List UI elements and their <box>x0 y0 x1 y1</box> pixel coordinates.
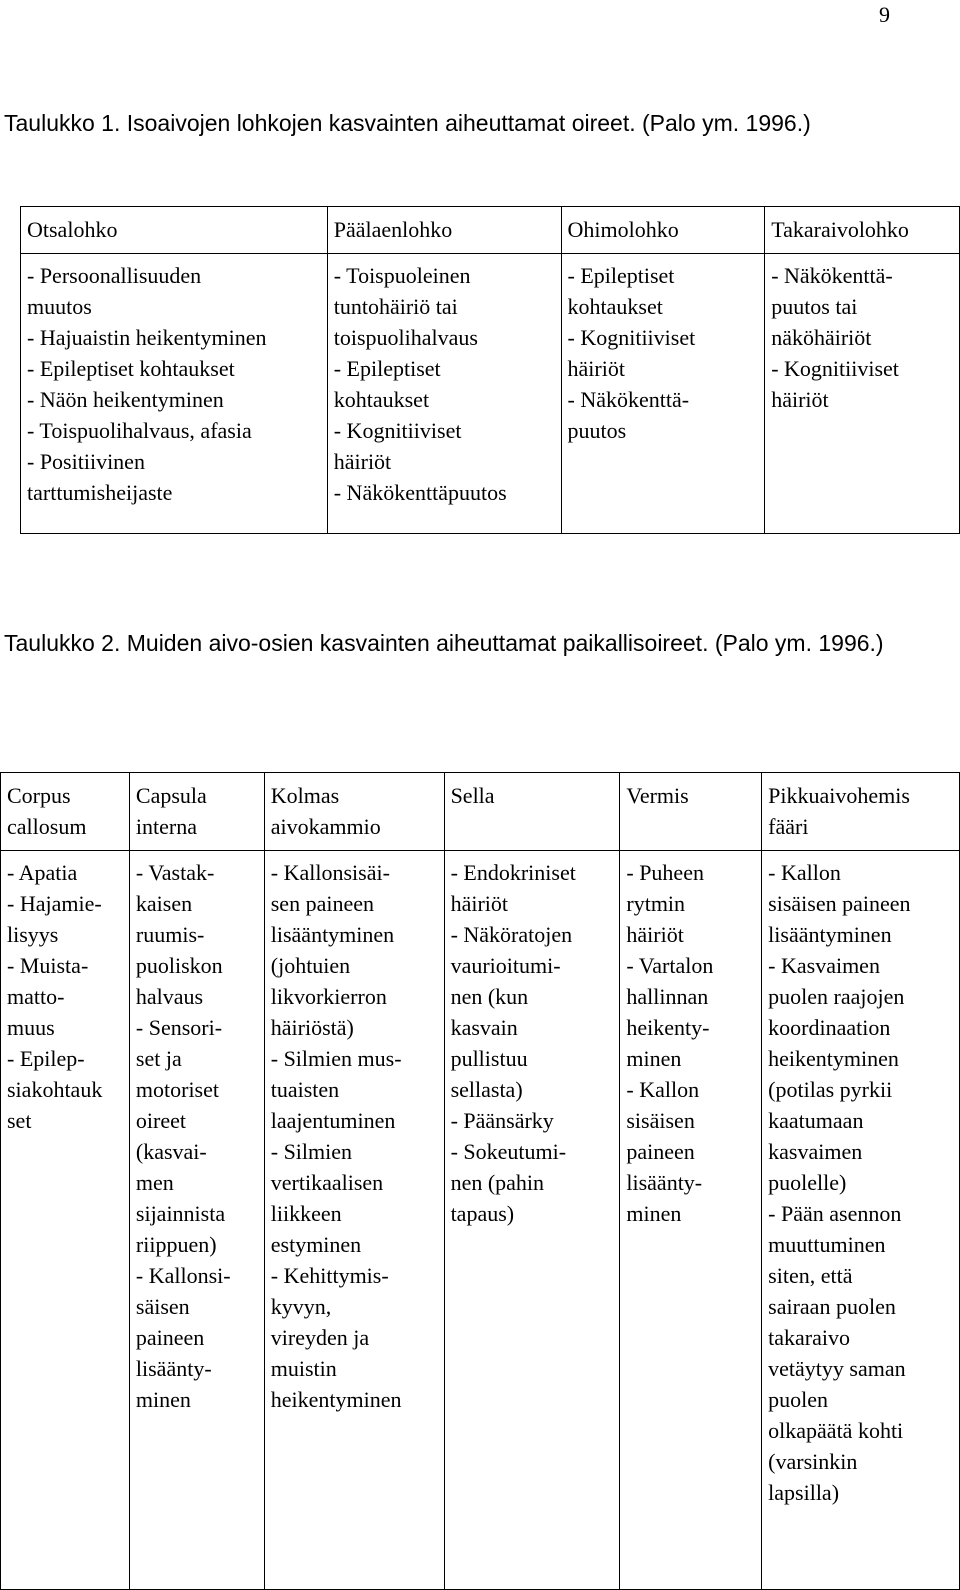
cell-text-line: Pikkuaivohemis <box>768 783 910 808</box>
cell-text-line: set <box>7 1108 32 1133</box>
cell-text-line: tarttumisheijaste <box>27 480 173 505</box>
cell-text-line: - Kasvaimen <box>768 953 880 978</box>
cell-text-line: men <box>135 1170 174 1195</box>
cell-text-line: matto- <box>7 984 65 1009</box>
cell-text-line: kohtaukset <box>567 294 663 319</box>
cell-text-line: - Puheen <box>626 860 704 885</box>
cell-text-line: fääri <box>768 814 809 839</box>
table1-header-frontal-lobe: Otsalohko <box>21 207 328 254</box>
cell-text-line: nen (kun <box>450 984 529 1009</box>
table2-cell-capsula-interna <box>129 851 264 1590</box>
cell-text-line: nen (pahin <box>450 1170 545 1195</box>
cell-text-line: - Hajuaistin heikentyminen <box>27 325 267 350</box>
cell-text-line: rytmin <box>626 891 686 916</box>
cell-text-line: heikentyminen <box>768 1046 899 1071</box>
table2-other-region-tumor-symptoms <box>0 772 960 1590</box>
cell-text-line: vireyden ja <box>270 1325 370 1350</box>
cell-text-line: minen <box>135 1387 191 1412</box>
table1-header-occipital-lobe: Takaraivolohko <box>765 207 960 254</box>
cell-text-line: (johtuien <box>270 953 351 978</box>
cell-text-line: - Näkökenttä- <box>771 263 893 288</box>
cell-text-line: minen <box>626 1046 682 1071</box>
cell-text-line: Corpus <box>7 783 71 808</box>
cell-text-line: hallinnan <box>626 984 709 1009</box>
cell-text-line: - Apatia <box>7 860 78 885</box>
cell-text-line: (kasvai- <box>135 1139 207 1164</box>
cell-text-line: - Kallonsi- <box>135 1263 231 1288</box>
cell-text-line: ruumis- <box>135 922 205 947</box>
cell-text-line: - Näköratojen <box>450 922 573 947</box>
cell-text-line: puoliskon <box>135 953 223 978</box>
cell-text-line: - Toispuoleinen <box>333 263 471 288</box>
cell-text-line: lisäänty- <box>135 1356 212 1381</box>
cell-text-line: - Vartalon <box>626 953 714 978</box>
cell-text-line: paineen <box>135 1325 205 1350</box>
cell-text-line: heikentyminen <box>270 1387 402 1412</box>
cell-text-line: laajentuminen <box>270 1108 396 1133</box>
table1-header-parietal-lobe: Päälaenlohko <box>327 207 561 254</box>
cell-text-line: häiriöt <box>567 356 625 381</box>
table1-header-temporal-lobe: Ohimolohko <box>561 207 765 254</box>
cell-text-line: kasvaimen <box>768 1139 863 1164</box>
cell-text-line: riippuen) <box>135 1232 217 1257</box>
cell-text-line: lisyys <box>7 922 59 947</box>
cell-text-line: - Epileptiset <box>333 356 441 381</box>
cell-text-line: - Silmien mus- <box>270 1046 402 1071</box>
cell-text-line: tapaus) <box>450 1201 515 1226</box>
cell-text-line: näköhäiriöt <box>771 325 872 350</box>
table2-body-row <box>1 851 960 1590</box>
table2-cell-sella <box>444 851 620 1590</box>
cell-text-line: - Näkökenttäpuutos <box>333 480 507 505</box>
cell-text-line: kaisen <box>135 891 193 916</box>
cell-text-line: takaraivo <box>768 1325 851 1350</box>
cell-text-line: säisen <box>135 1294 190 1319</box>
cell-text-line: Capsula <box>135 783 207 808</box>
cell-text-line: lisääntyminen <box>270 922 395 947</box>
cell-text-line: - Endokriniset <box>450 860 576 885</box>
cell-text-line: sen paineen <box>270 891 374 916</box>
cell-text-line: olkapäätä kohti <box>768 1418 904 1443</box>
table2-cell-third-ventricle <box>264 851 444 1590</box>
cell-text-line: kasvain <box>450 1015 518 1040</box>
cell-text-line: (potilas pyrkii <box>768 1077 893 1102</box>
cell-text-line: lapsilla) <box>768 1480 840 1505</box>
table1-body-row <box>21 254 960 534</box>
cell-text-line: sijainnista <box>135 1201 226 1226</box>
table1-lobe-tumor-symptoms <box>20 206 960 534</box>
table2-caption: Taulukko 2. Muiden aivo-osien kasvainten aiheuttamat paikallisoireet. (Palo ym. 1996.) <box>4 630 884 656</box>
cell-text-line: tuaisten <box>270 1077 340 1102</box>
cell-text-line: - Kognitiiviset <box>771 356 899 381</box>
cell-text-line: paineen <box>626 1139 695 1164</box>
cell-text-line: pullistuu <box>450 1046 528 1071</box>
cell-text-line: Vermis <box>626 783 689 808</box>
cell-text-line: - Kallon <box>768 860 841 885</box>
cell-text-line: callosum <box>7 814 87 839</box>
cell-text-line: - Kognitiiviset <box>333 418 462 443</box>
cell-text-line: - Epileptiset kohtaukset <box>27 356 235 381</box>
cell-text-line: - Kognitiiviset <box>567 325 696 350</box>
cell-text-line: likvorkierron <box>270 984 387 1009</box>
table1-cell-occipital-lobe <box>765 254 960 534</box>
cell-text-line: - Vastak- <box>135 860 215 885</box>
cell-text-line: - Sokeutumi- <box>450 1139 567 1164</box>
cell-text-line: tuntohäiriö tai <box>333 294 458 319</box>
cell-text-line: - Positiivinen <box>27 449 145 474</box>
table1-cell-parietal-lobe <box>327 254 561 534</box>
cell-text-line: siten, että <box>768 1263 853 1288</box>
cell-text-line: - Silmien <box>270 1139 353 1164</box>
cell-text-line: - Päänsärky <box>450 1108 554 1133</box>
cell-text-line: sellasta) <box>450 1077 523 1102</box>
table2-header-sella <box>444 773 620 851</box>
cell-text-line: lisäänty- <box>626 1170 703 1195</box>
cell-text-line: häiriöt <box>771 387 829 412</box>
cell-text-line: puutos tai <box>771 294 858 319</box>
cell-text-line: sisäisen <box>626 1108 695 1133</box>
cell-text-line: interna <box>135 814 197 839</box>
table1-cell-temporal-lobe <box>561 254 765 534</box>
cell-text-line: aivokammio <box>270 814 381 839</box>
cell-text-line: Sella <box>450 783 495 808</box>
cell-text-line: - Persoonallisuuden <box>27 263 202 288</box>
cell-text-line: - Toispuolihalvaus, afasia <box>27 418 252 443</box>
page-number: 9 <box>879 2 890 27</box>
cell-text-line: - Epilep- <box>7 1046 85 1071</box>
cell-text-line: - Sensori- <box>135 1015 223 1040</box>
cell-text-line: häiriöstä) <box>270 1015 354 1040</box>
table1-caption: Taulukko 1. Isoaivojen lohkojen kasvainten aiheuttamat oireet. (Palo ym. 1996.) <box>4 110 811 136</box>
table2-cell-corpus-callosum <box>1 851 130 1590</box>
cell-text-line: muus <box>7 1015 55 1040</box>
cell-text-line: vetäytyy saman <box>768 1356 906 1381</box>
cell-text-line: kaatumaan <box>768 1108 864 1133</box>
cell-text-line: - Muista- <box>7 953 89 978</box>
cell-text-line: (varsinkin <box>768 1449 858 1474</box>
table1-header-row <box>21 207 960 254</box>
table2-header-corpus-callosum <box>1 773 130 851</box>
cell-text-line: heikenty- <box>626 1015 710 1040</box>
cell-text-line: Kolmas <box>270 783 340 808</box>
cell-text-line: - Kehittymis- <box>270 1263 389 1288</box>
cell-text-line: puolen <box>768 1387 829 1412</box>
cell-text-line: siakohtauk <box>7 1077 103 1102</box>
cell-text-line: minen <box>626 1201 682 1226</box>
cell-text-line: muuttuminen <box>768 1232 886 1257</box>
cell-text-line: - Kallonsisäi- <box>270 860 390 885</box>
cell-text-line: sisäisen paineen <box>768 891 911 916</box>
cell-text-line: vaurioitumi- <box>450 953 561 978</box>
cell-text-line: häiriöt <box>626 922 684 947</box>
cell-text-line: liikkeen <box>270 1201 342 1226</box>
cell-text-line: muistin <box>270 1356 337 1381</box>
table2-header-row <box>1 773 960 851</box>
cell-text-line: set ja <box>135 1046 182 1071</box>
table2-header-third-ventricle <box>264 773 444 851</box>
cell-text-line: halvaus <box>135 984 204 1009</box>
cell-text-line: - Epileptiset <box>567 263 675 288</box>
cell-text-line: vertikaalisen <box>270 1170 384 1195</box>
cell-text-line: oireet <box>135 1108 186 1133</box>
cell-text-line: toispuolihalvaus <box>333 325 478 350</box>
table2-header-capsula-interna <box>129 773 264 851</box>
cell-text-line: häiriöt <box>450 891 508 916</box>
table2-header-cerebellar-hemisphere <box>762 773 960 851</box>
cell-text-line: kohtaukset <box>333 387 430 412</box>
cell-text-line: puolelle) <box>768 1170 847 1195</box>
table2-header-vermis <box>620 773 762 851</box>
cell-text-line: - Näön heikentyminen <box>27 387 224 412</box>
table2-cell-cerebellar-hemisphere <box>762 851 960 1590</box>
cell-text-line: lisääntyminen <box>768 922 892 947</box>
cell-text-line: estyminen <box>270 1232 362 1257</box>
cell-text-line: koordinaation <box>768 1015 891 1040</box>
cell-text-line: - Kallon <box>626 1077 700 1102</box>
cell-text-line: kyvyn, <box>270 1294 332 1319</box>
cell-text-line: - Hajamie- <box>7 891 102 916</box>
cell-text-line: - Näkökenttä- <box>567 387 690 412</box>
cell-text-line: häiriöt <box>333 449 392 474</box>
table2-cell-vermis <box>620 851 762 1590</box>
table1-cell-frontal-lobe <box>21 254 328 534</box>
cell-text-line: muutos <box>27 294 92 319</box>
cell-text-line: sairaan puolen <box>768 1294 896 1319</box>
cell-text-line: motoriset <box>135 1077 219 1102</box>
cell-text-line: puutos <box>567 418 627 443</box>
cell-text-line: puolen raajojen <box>768 984 905 1009</box>
cell-text-line: - Pään asennon <box>768 1201 902 1226</box>
